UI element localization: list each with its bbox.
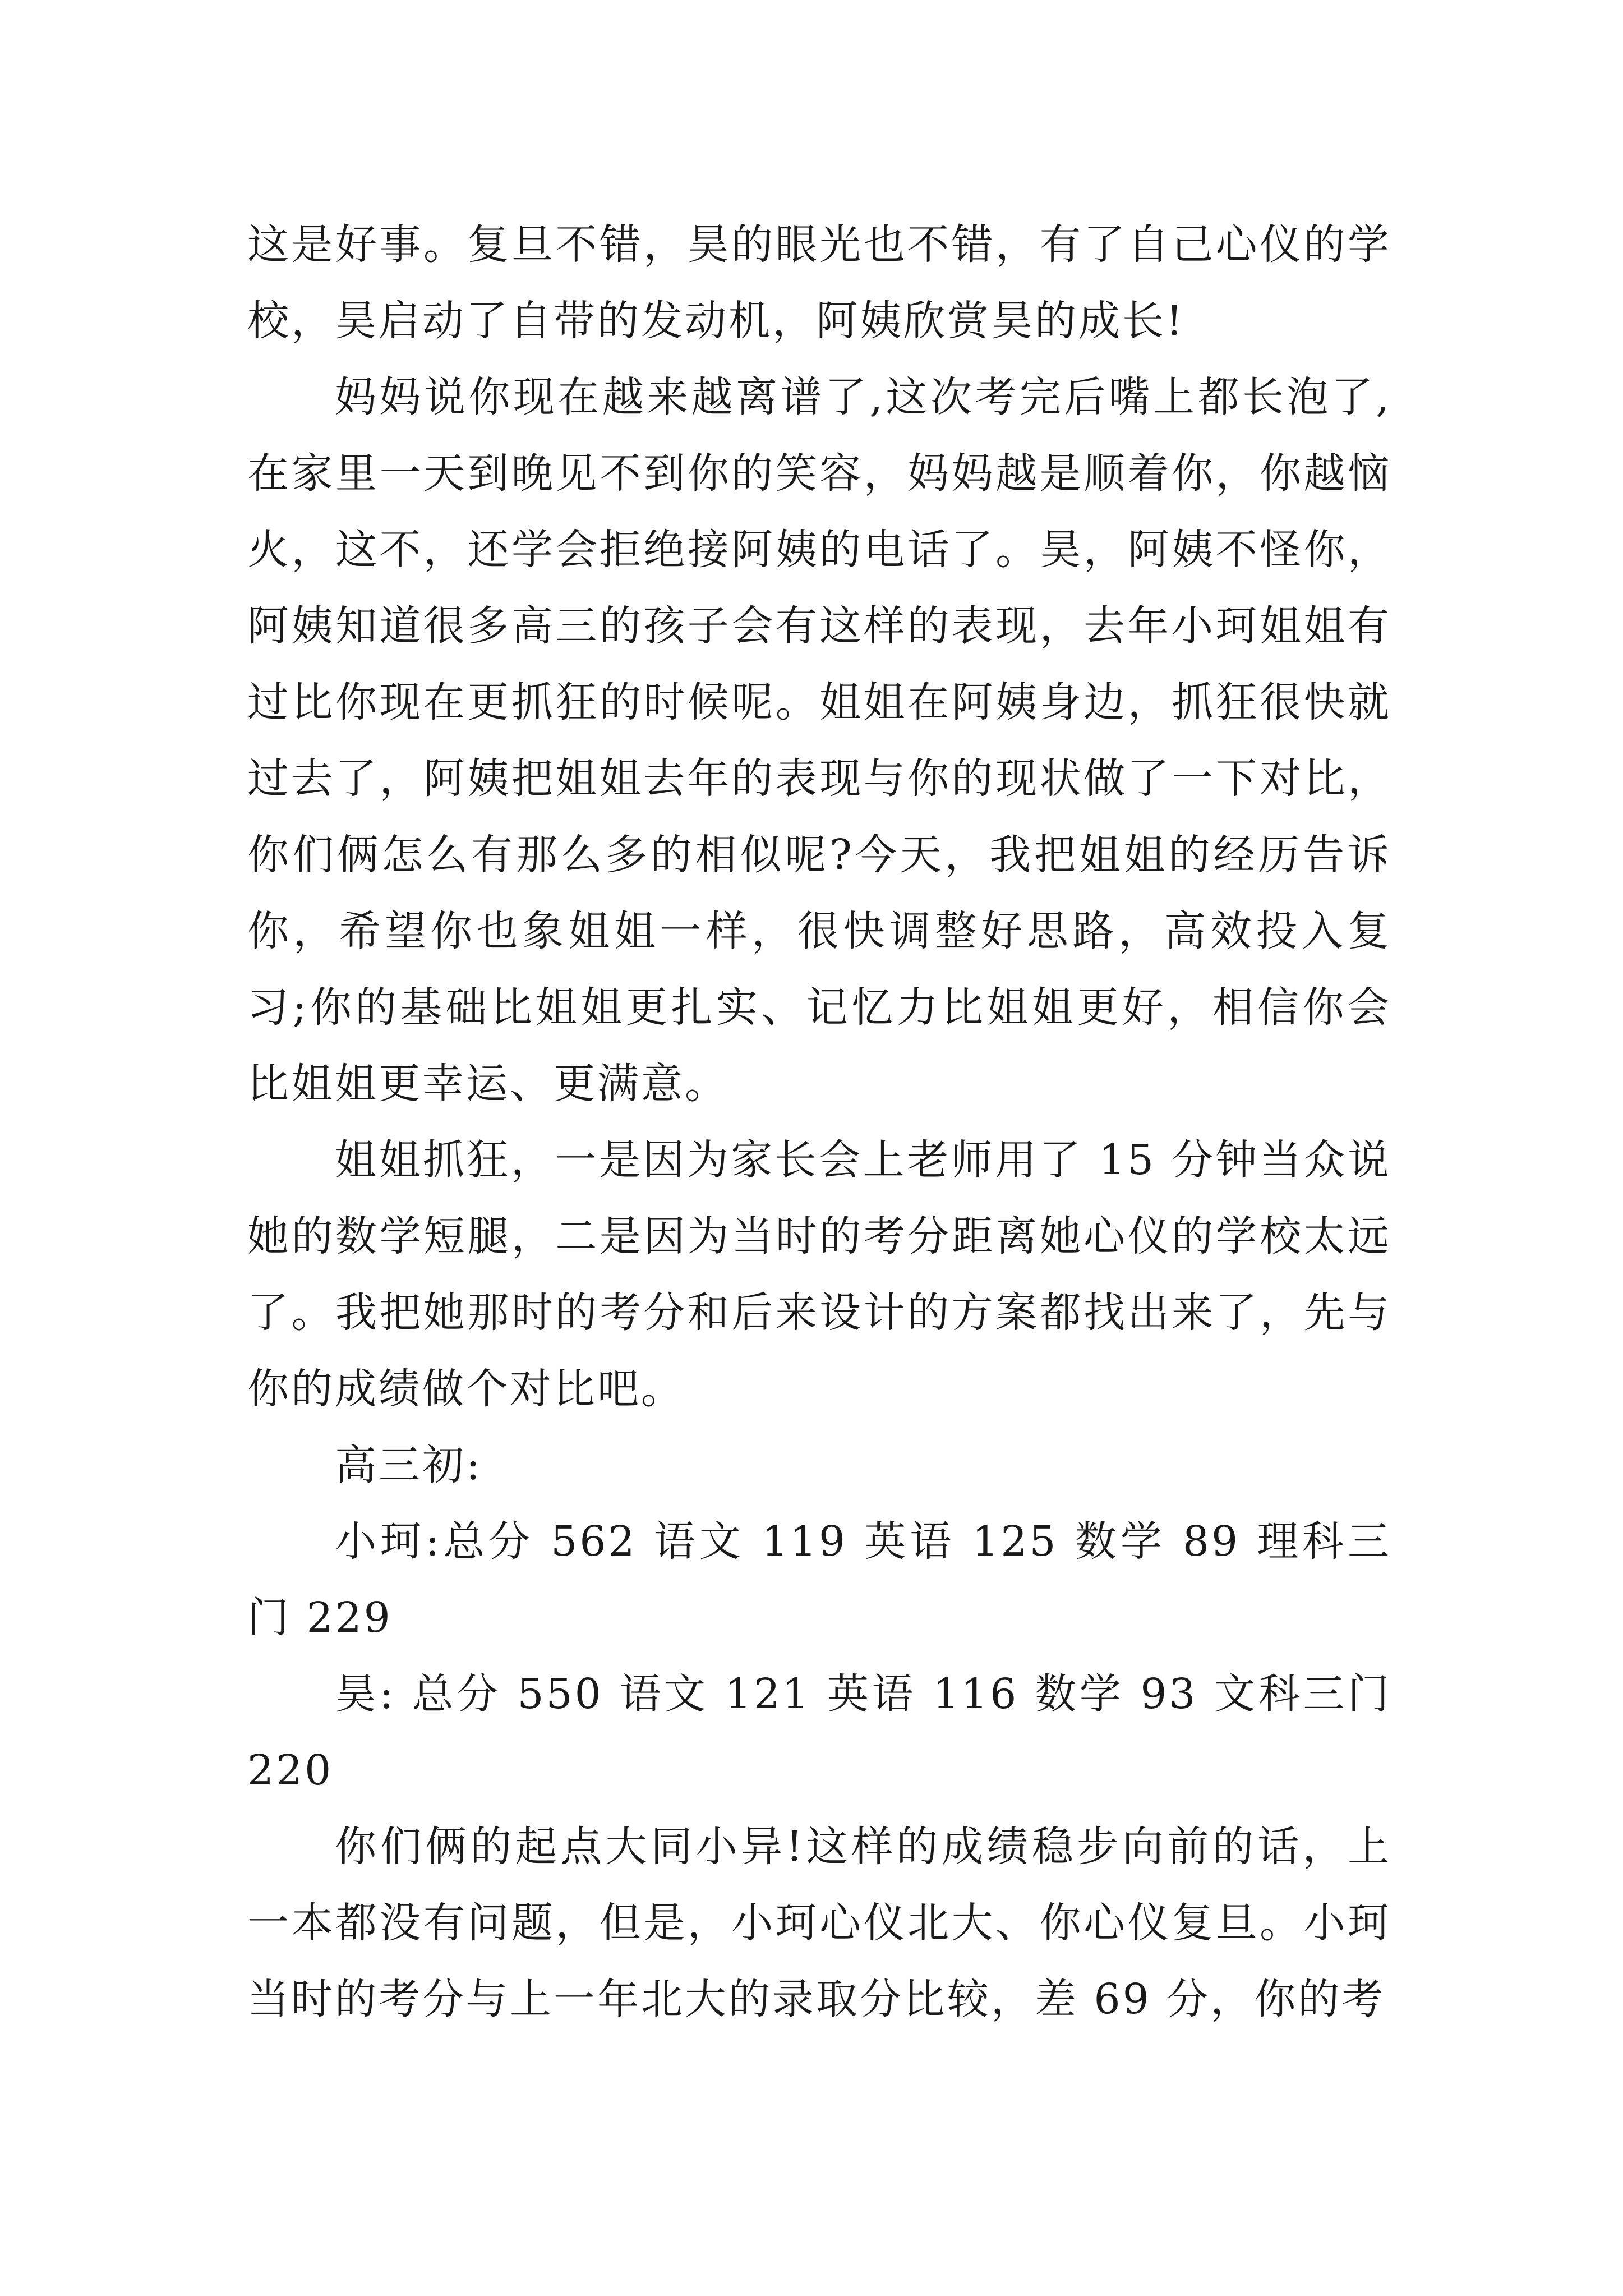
paragraph-2: 妈妈说你现在越来越离谱了,这次考完后嘴上都长泡了,在家里一天到晚见不到你的笑容，妈妈越是顺着你，你越恼火，这不，还学会拒绝接阿姨的电话了。昊，阿姨不怪你，阿姨知道很多高三的孩子会有这样的表现，去年小珂姐姐有过比你现在更抓狂的时候呢。姐姐在阿姨身边，抓狂很快就过去了，阿姨把姐姐去年的表现与你的现状做了一下对比，你们俩怎么有那么多的相似呢?今天，我把姐姐的经历告诉你，希望你也象姐姐一样，很快调整好思路，高效投入复习;你的基础比姐姐更扎实、记忆力比姐姐更好，相信你会比姐姐更幸运、更满意。 <box>247 373 1391 1108</box>
document-body <box>247 206 1391 2037</box>
paragraph-1: 这是好事。复旦不错，昊的眼光也不错，有了自己心仪的学校，昊启动了自带的发动机，阿姨欣赏昊的成长! <box>247 220 1391 345</box>
paragraph-3: 姐姐抓狂，一是因为家长会上老师用了 15 分钟当众说她的数学短腿，二是因为当时的考分距离她心仪的学校太远了。我把她那时的考分和后来设计的方案都找出来了，先与你的成绩做个对比吧。 <box>247 1136 1391 1413</box>
score-line-xiaoke: 小珂:总分 562 语文 119 英语 125 数学 89 理科三门 229 <box>247 1517 1391 1642</box>
score-line-hao: 昊: 总分 550 语文 121 英语 116 数学 93 文科三门 220 <box>247 1670 1391 1795</box>
paragraph-4: 高三初: <box>335 1441 482 1489</box>
paragraph-7: 你们俩的起点大同小异!这样的成绩稳步向前的话，上一本都没有问题，但是，小珂心仪北大、你心仪复旦。小珂当时的考分与上一年北大的录取分比较，差 69 分，你的考 <box>247 1823 1391 2023</box>
